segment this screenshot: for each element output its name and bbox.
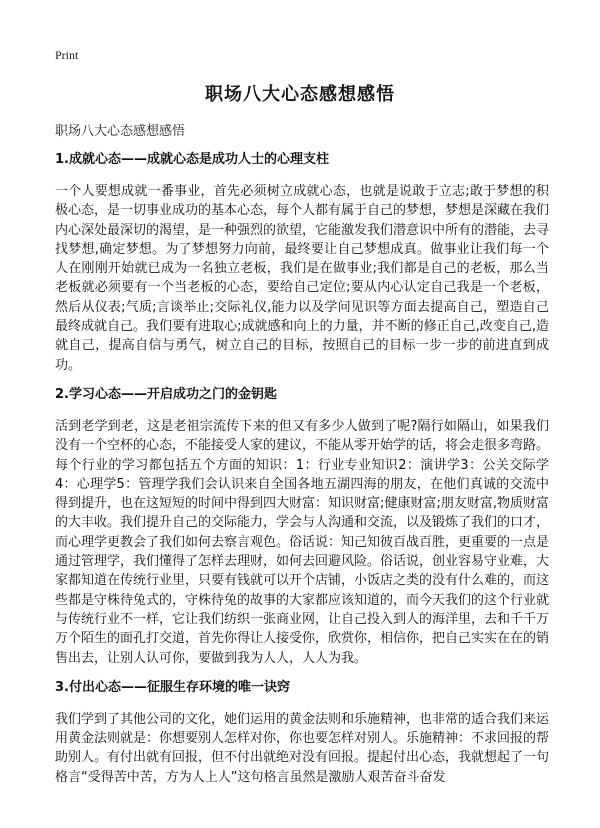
section-giving (55, 678, 549, 787)
section-paragraph: 一个人要想成就一番事业，首先必须树立成就心态，也就是说敢于立志;敢于梦想的积极心态，是一切事业成功的基本心态，每个人都有属于自己的梦想，梦想是深藏在我们内心深处最深切的渴望，是一种强烈的欲望，它能激发我们潜意识中所有的潜能，去寻找梦想,确定梦想。为了梦想努力向前，最终要让自己梦想成真。做事业让我们每一个人在刚刚开始就已成为一名独立老板，我们是在做事业;我们都是自己的老板，那么当老板就必须要有一个当老板的心态，要给自己定位;要从内心认定自己我是一个老板，然后从仪表;气质;言谈举止;交际礼仪,能力以及学问见识等方面去提高自己，塑造自己最终成就自己。我们要有进取心;成就感和向上的力量，并不断的修正自己,改变自己,造就自己，提高自信与勇气，树立自己的目标，按照自己的目标一步一步的前进直到成功。 (55, 184, 550, 373)
section-achievement (55, 150, 549, 375)
print-link[interactable]: Print (55, 48, 79, 62)
section-learning (55, 385, 549, 668)
section-heading: 2.学习心态——开启成功之门的金钥匙 (55, 386, 277, 402)
document-subtitle: 职场八大心态感想感悟 (55, 124, 186, 139)
document-body (55, 150, 549, 797)
section-paragraph: 我们学到了其他公司的文化，她们运用的黄金法则和乐施精神，也非常的适合我们来运用黄金法则就是：你想要别人怎样对你，你也要怎样对别人。乐施精神：不求回报的帮助别人。有付出就有回报，但不付出就绝对没有回报。提起付出心态，我就想起了一句格言“受得苦中苦，方为人上人”这句格言虽然是激励人艰苦奋斗奋发 (55, 711, 550, 785)
section-paragraph: 活到老学到老，这是老祖宗流传下来的但又有多少人做到了呢?隔行如隔山，如果我们没有一个空杯的心态，不能接受人家的建议，不能从零开始学的话，将会走很多弯路。每个行业的学习都包括五个方面的知识：1：行业专业知识2：演讲学3：公关交际学4：心理学5：管理学我们会认识来自全国各地五湖四海的朋友，在他们真诚的交流中得到提升，也在这短短的时间中得到四大财富：知识财富;健康财富;朋友财富,物质财富的大丰收。我们提升自己的交际能力，学会与人沟通和交流，以及锻炼了我们的口才，而心理学更教会了我们如何去察言观色。俗话说：知己知彼百战百胜，更重要的一点是通过管理学，我们懂得了怎样去理财，如何去回避风险。俗话说，创业容易守业难，大家都知道在传统行业里，只要有钱就可以开个店铺，小饭店之类的没有什么难的，而这些都是守株待兔式的，守株待兔的故事的大家都应该知道的，而今天我们的这个行业就与传统行业不一样，它让我们纺织一张商业网，让自己投入到人的海洋里，去和千千万万个陌生的面孔打交道，首先你得让人接受你，欣赏你，相信你，把自己实实在在的销售出去，让别人认可你，要做到我为人人，人人为我。 (55, 418, 550, 666)
document-title: 职场八大心态感想感悟 (205, 84, 395, 105)
section-heading: 1.成就心态——成就心态是成功人士的心理支柱 (55, 152, 329, 167)
section-heading: 3.付出心态——征服生存环境的唯一诀窍 (55, 679, 290, 695)
